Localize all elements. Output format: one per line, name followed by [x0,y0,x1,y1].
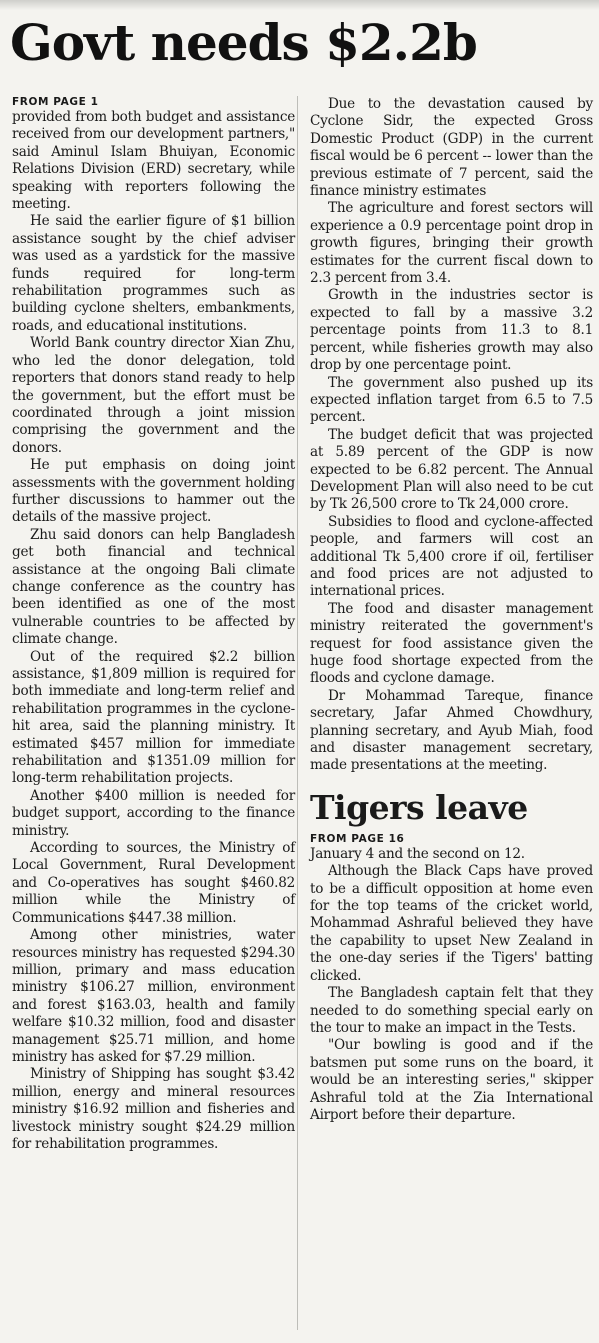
article-paragraph: Zhu said donors can help Bangladesh get both financial and technical assistance at the ongoing Bali climate change conference as the country has been identified as one of the most vulnerable countries to be affected by climate change. [12,526,295,648]
left-column [12,96,295,1153]
second-story-kicker: FROM PAGE 16 [310,832,405,845]
article-paragraph: Dr Mohammad Tareque, finance secretary, Jafar Ahmed Chowdhury, planning secretary, and Ayub Miah, food and disaster management secretary, made presentations at the meeting. [310,687,593,774]
article-paragraph: Ministry of Shipping has sought $3.42 million, energy and mineral resources ministry $16.92 million and fisheries and livestock ministry sought $24.29 million for rehabilitation programmes. [12,1066,295,1152]
article-paragraph: The Bangladesh captain felt that they needed to do something special early on the tour to make an impact in the Tests. [310,985,593,1036]
article-paragraph: The food and disaster management ministry reiterated the government's request for food assistance given the huge food shortage expected from the floods and cyclone damage. [310,600,593,687]
article-paragraph: Although the Black Caps have proved to be a difficult opposition at home even for the top teams of the cricket world, Mohammad Ashraful believed they have the capability to upset New Zealand in the one-day series if the Tigers' batting clicked. [310,863,593,984]
article-paragraph: Due to the devastation caused by Cyclone Sidr, the expected Gross Domestic Product (GDP) in the current fiscal would be 6 percent -- lower than the previous estimate of 7 percent, said the finance ministry estimates [310,96,593,200]
article-paragraph: Subsidies to flood and cyclone-affected people, and farmers will cost an additional Tk 5,400 crore if oil, fertiliser and food prices are not adjusted to international prices. [310,513,593,600]
article-paragraph: January 4 and the second on 12. [310,845,525,862]
article-paragraph: Growth in the industries sector is expected to fall by a massive 3.2 percentage points from 11.3 to 8.1 percent, while fisheries growth may also drop by one percentage point. [310,287,593,374]
article-paragraph: The government also pushed up its expected inflation target from 6.5 to 7.5 percent. [310,374,593,426]
column-divider [297,96,298,1330]
article-paragraph: According to sources, the Ministry of Local Government, Rural Development and Co-operatives has sought $460.82 million while the Ministry of Communications $447.38 million. [12,840,295,926]
top-edge [0,0,599,10]
page-headline: Govt needs $2.2b [10,13,477,72]
article-paragraph: He said the earlier figure of $1 billion assistance sought by the chief adviser was used as a yardstick for the massive funds required for long-term rehabilitation programmes such as building cyclone shelters, embankments, roads, and educational institutions. [12,213,295,334]
second-story-headline: Tigers leave [310,787,528,827]
article-paragraph: Out of the required $2.2 billion assistance, $1,809 million is required for both immediate and long-term relief and rehabilitation programmes in the cyclone-hit area, said the planning ministry. It estimated $457 million for immediate rehabilitation and $1351.09 million for long-term rehabilitation projects. [12,648,295,787]
right-column [310,96,593,1124]
continuation-kicker: FROM PAGE 1 [12,96,99,108]
article-paragraph: Another $400 million is needed for budget support, according to the finance ministry. [12,787,295,839]
article-paragraph: The budget deficit that was projected at 5.89 percent of the GDP is now expected to be 6.82 percent. The Annual Development Plan will also need to be cut by Tk 26,500 crore to Tk 24,000 crore. [310,426,593,513]
article-paragraph: Among other ministries, water resources ministry has requested $294.30 million, primary and mass education ministry $106.27 million, environment and forest $163.03, health and family welfare $10.32 million, food and disaster management $25.71 million, and home ministry has asked for $7.29 million. [12,927,295,1065]
article-paragraph: provided from both budget and assistance received from our development partners," said Aminul Islam Bhuiyan, Economic Relations Division (ERD) secretary, while speaking with reporters following the meeting. [12,109,295,213]
article-paragraph: World Bank country director Xian Zhu, who led the donor delegation, told reporters that donors stand ready to help the government, but the effort must be coordinated through a joint mission comprising the government and the donors. [12,335,295,456]
article-paragraph: The agriculture and forest sectors will experience a 0.9 percentage point drop in growth figures, bringing their growth estimates for the current fiscal down to 2.3 percent from 3.4. [310,200,593,287]
article-paragraph: "Our bowling is good and if the batsmen put some runs on the board, it would be an interesting series," skipper Ashraful told at the Zia International Airport before their departure. [310,1037,593,1123]
article-paragraph: He put emphasis on doing joint assessments with the government holding further discussions to hammer out the details of the massive project. [12,457,295,526]
